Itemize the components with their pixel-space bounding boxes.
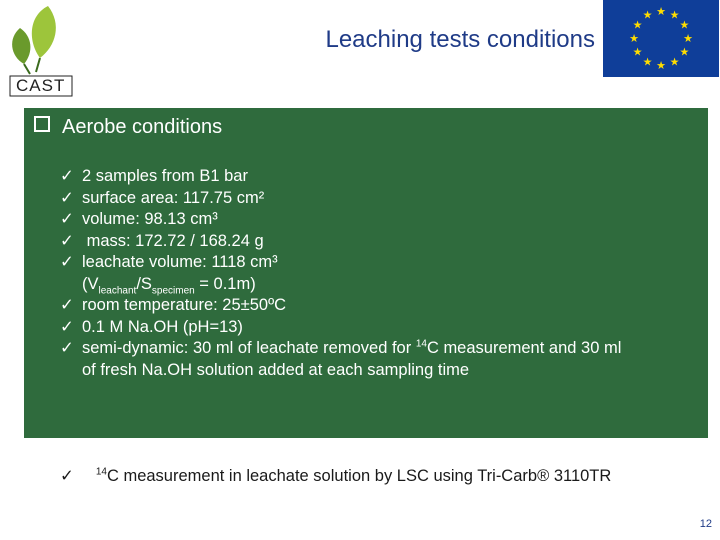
- list-item: ✓ surface area: 117.75 cm²: [60, 188, 700, 210]
- eu-star-icon: ★: [669, 56, 680, 69]
- eu-star-icon: ★: [642, 56, 653, 69]
- list-item: ✓ semi-dynamic: 30 ml of leachate removed for $^{14}$C measurement and 30 ml: [60, 338, 700, 360]
- list-item-continuation: of fresh Na.OH solution added at each sampling time: [82, 360, 470, 379]
- eu-star-icon: ★: [629, 33, 639, 45]
- check-icon: ✓: [60, 467, 74, 485]
- check-icon: ✓: [60, 339, 74, 357]
- list-item: ✓ room temperature: 25±50ºC: [60, 295, 700, 317]
- list-item: ✓ leachate volume: 1118 cm³: [60, 252, 700, 274]
- eu-star-icon: ★: [632, 46, 643, 59]
- eu-star-icon: ★: [669, 9, 680, 22]
- list-item: ✓ 0.1 M Na.OH (pH=13): [60, 317, 700, 339]
- bullet-box-icon: [34, 116, 50, 132]
- section-heading-text: Aerobe conditions: [62, 116, 223, 138]
- eu-star-icon: ★: [642, 9, 653, 22]
- bottom-note: ✓ $^{14}$C measurement in leachate solution by LSC using Tri-Carb® 3110TR: [60, 466, 612, 485]
- slide-title: Leaching tests conditions: [325, 26, 595, 53]
- check-icon: ✓: [60, 210, 74, 228]
- eu-star-icon: ★: [632, 19, 643, 32]
- list-item: ✓ 2 samples from B1 bar: [60, 166, 700, 188]
- eu-star-icon: ★: [683, 33, 693, 45]
- eu-stars-icon: [603, 0, 719, 77]
- eu-star-icon: ★: [656, 60, 666, 72]
- ratio-line: $(V_{leachant}/S_{specimen} = 0.1m)$: [82, 274, 256, 296]
- check-icon: ✓: [60, 167, 74, 185]
- check-icon: ✓: [60, 188, 74, 207]
- cast-logo: [6, 2, 76, 98]
- check-icon: ✓: [60, 317, 74, 336]
- logo-text: CAST: [16, 76, 66, 95]
- eu-star-icon: ★: [679, 46, 690, 59]
- check-icon: ✓: [60, 253, 74, 271]
- list-item: ✓ mass: 172.72 / 168.24 g: [60, 231, 700, 253]
- eu-star-icon: ★: [656, 6, 666, 18]
- check-icon: ✓: [60, 231, 74, 250]
- section-heading: [34, 116, 222, 139]
- conditions-list: [60, 166, 700, 381]
- check-icon: ✓: [60, 296, 74, 314]
- list-item: ✓ volume: 98.13 cm³: [60, 209, 700, 231]
- eu-star-icon: ★: [679, 19, 690, 32]
- eu-flag: [603, 0, 719, 77]
- page-number: 12: [699, 518, 712, 530]
